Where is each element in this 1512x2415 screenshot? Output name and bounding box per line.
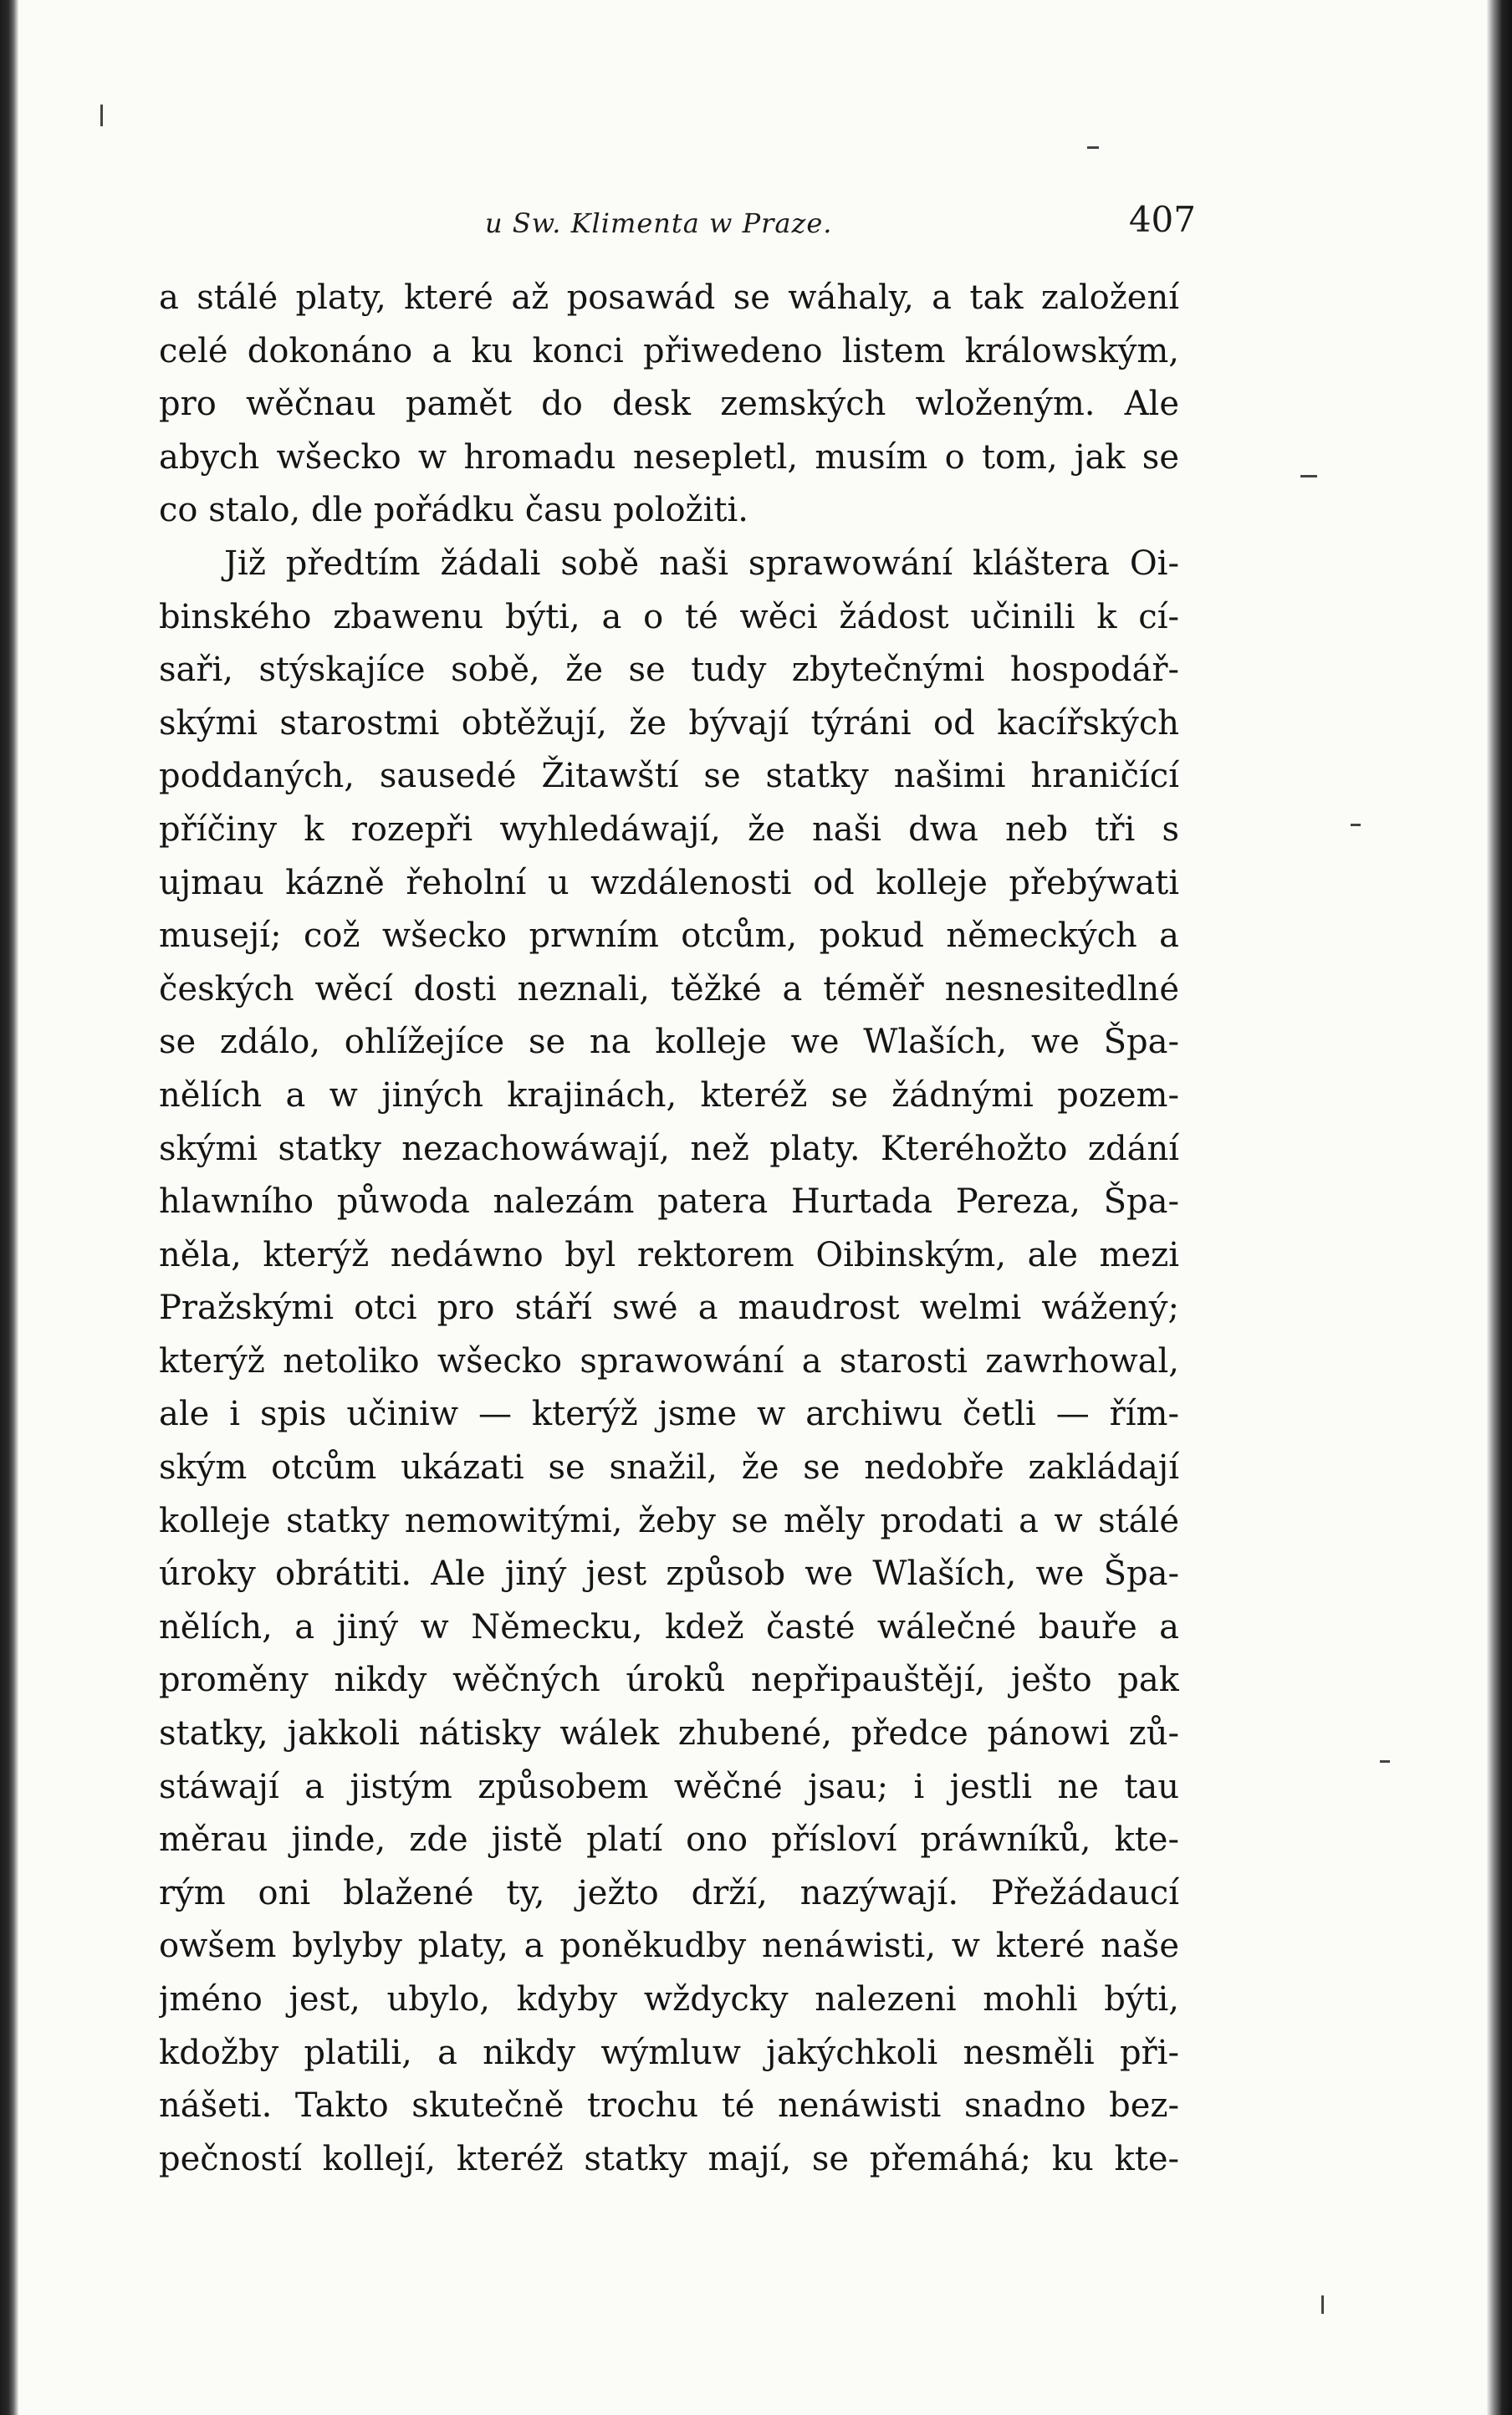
- text-line: ským otcům ukázati se snažil, že se nedobře zakládají: [159, 1448, 1179, 1488]
- text-line: binského zbawenu býti, a o té wěci žádost učinili k cí-: [159, 597, 1179, 636]
- text-line: stáwají a jistým způsobem wěčné jsau; i jestli ne tau: [159, 1767, 1179, 1806]
- text-line: se zdálo, ohlížejíce se na kolleje we Wlaších, we Špa-: [159, 1023, 1179, 1062]
- text-line: musejí; což wšecko prwním otcům, pokud německých a: [159, 916, 1179, 956]
- text-line: Pražskými otci pro stáří swé a maudrost welmi wážený;: [159, 1289, 1179, 1328]
- text-line: owšem bylyby platy, a poněkudby nenáwisti, w které naše: [159, 1927, 1179, 1966]
- page-number: 407: [1128, 199, 1196, 240]
- text-line: Již předtím žádali sobě naši sprawowání kláštera Oi-: [224, 544, 1179, 583]
- text-line: saři, stýskajíce sobě, že se tudy zbytečnými hospodář-: [159, 651, 1179, 690]
- text-line: a stálé platy, které až posawád se wáhaly, a tak založení: [159, 278, 1179, 317]
- running-title: u Sw. Klimenta w Praze.: [485, 207, 833, 239]
- text-line: ujmau kázně řeholní u wzdálenosti od kolleje přebýwati: [159, 863, 1179, 902]
- text-line: poddaných, sausedé Žitawští se statky našimi hraničící: [159, 757, 1179, 796]
- scan-speck: [1321, 2295, 1324, 2314]
- scan-speck: [1380, 1760, 1390, 1763]
- text-line: proměny nikdy wěčných úroků nepřipauštějí, ješto pak: [159, 1661, 1179, 1700]
- scan-speck: [1087, 146, 1099, 149]
- body-text: [159, 272, 1179, 2186]
- left-page-edge-shadow: [0, 0, 18, 2415]
- text-line: statky, jakkoli nátisky wálek zhubené, předce pánowi zů-: [159, 1714, 1179, 1754]
- right-page-edge-shadow: [1487, 0, 1512, 2415]
- text-line: skými starostmi obtěžují, že bývají týráni od kacířských: [159, 703, 1179, 743]
- text-line: kolleje statky nemowitými, žeby se měly prodati a w stálé: [159, 1501, 1179, 1540]
- text-line: nělích, a jiný w Německu, kdež časté wálečné bauře a: [159, 1607, 1179, 1647]
- text-line: měrau jinde, zde jistě platí ono přísloví práwníků, kte-: [159, 1820, 1179, 1860]
- text-line: nělích a w jiných krajinách, kteréž se žádnými pozem-: [159, 1075, 1179, 1115]
- text-line: kdožby platili, a nikdy wýmluw jakýchkoli nesměli při-: [159, 2033, 1179, 2072]
- text-line: co stalo, dle pořádku času položiti.: [159, 491, 748, 530]
- text-line: rým oni blažené ty, ježto drží, nazýwají. Přežádaucí: [159, 1873, 1179, 1912]
- text-line: jméno jest, ubylo, kdyby wždycky nalezeni mohli býti,: [159, 1980, 1179, 2019]
- text-line: něla, kterýž nedáwno byl rektorem Oibinským, ale mezi: [159, 1235, 1179, 1274]
- text-line: celé dokonáno a ku konci přiwedeno listem králowským,: [159, 331, 1179, 370]
- text-line: skými statky nezachowáwají, než platy. Kteréhožto zdání: [159, 1129, 1179, 1168]
- scan-speck: [100, 105, 103, 126]
- text-line: ale i spis učiniw — kterýž jsme w archiwu četli — řím-: [159, 1395, 1179, 1434]
- page-header: [485, 199, 1196, 258]
- text-line: pro wěčnau pamět do desk zemských wloženým. Ale: [159, 385, 1179, 424]
- scan-speck: [1351, 824, 1361, 826]
- text-line: příčiny k rozepři wyhledáwají, že naši dwa neb tři s: [159, 809, 1179, 849]
- text-line: kterýž netoliko wšecko sprawowání a starosti zawrhowal,: [159, 1341, 1179, 1381]
- text-line: hlawního půwoda nalezám patera Hurtada Pereza, Špa-: [159, 1182, 1179, 1222]
- text-line: českých wěcí dosti neznali, těžké a téměř nesnesitedlné: [159, 969, 1179, 1008]
- scan-speck: [1300, 475, 1317, 477]
- text-line: nášeti. Takto skutečně trochu té nenáwisti snadno bez-: [159, 2086, 1179, 2126]
- text-line: úroky obrátiti. Ale jiný jest způsob we Wlaších, we Špa-: [159, 1555, 1179, 1594]
- text-line: pečností kollejí, kteréž statky mají, se přemáhá; ku kte-: [159, 2139, 1179, 2178]
- text-line: abych wšecko w hromadu nesepletl, musím o tom, jak se: [159, 437, 1179, 477]
